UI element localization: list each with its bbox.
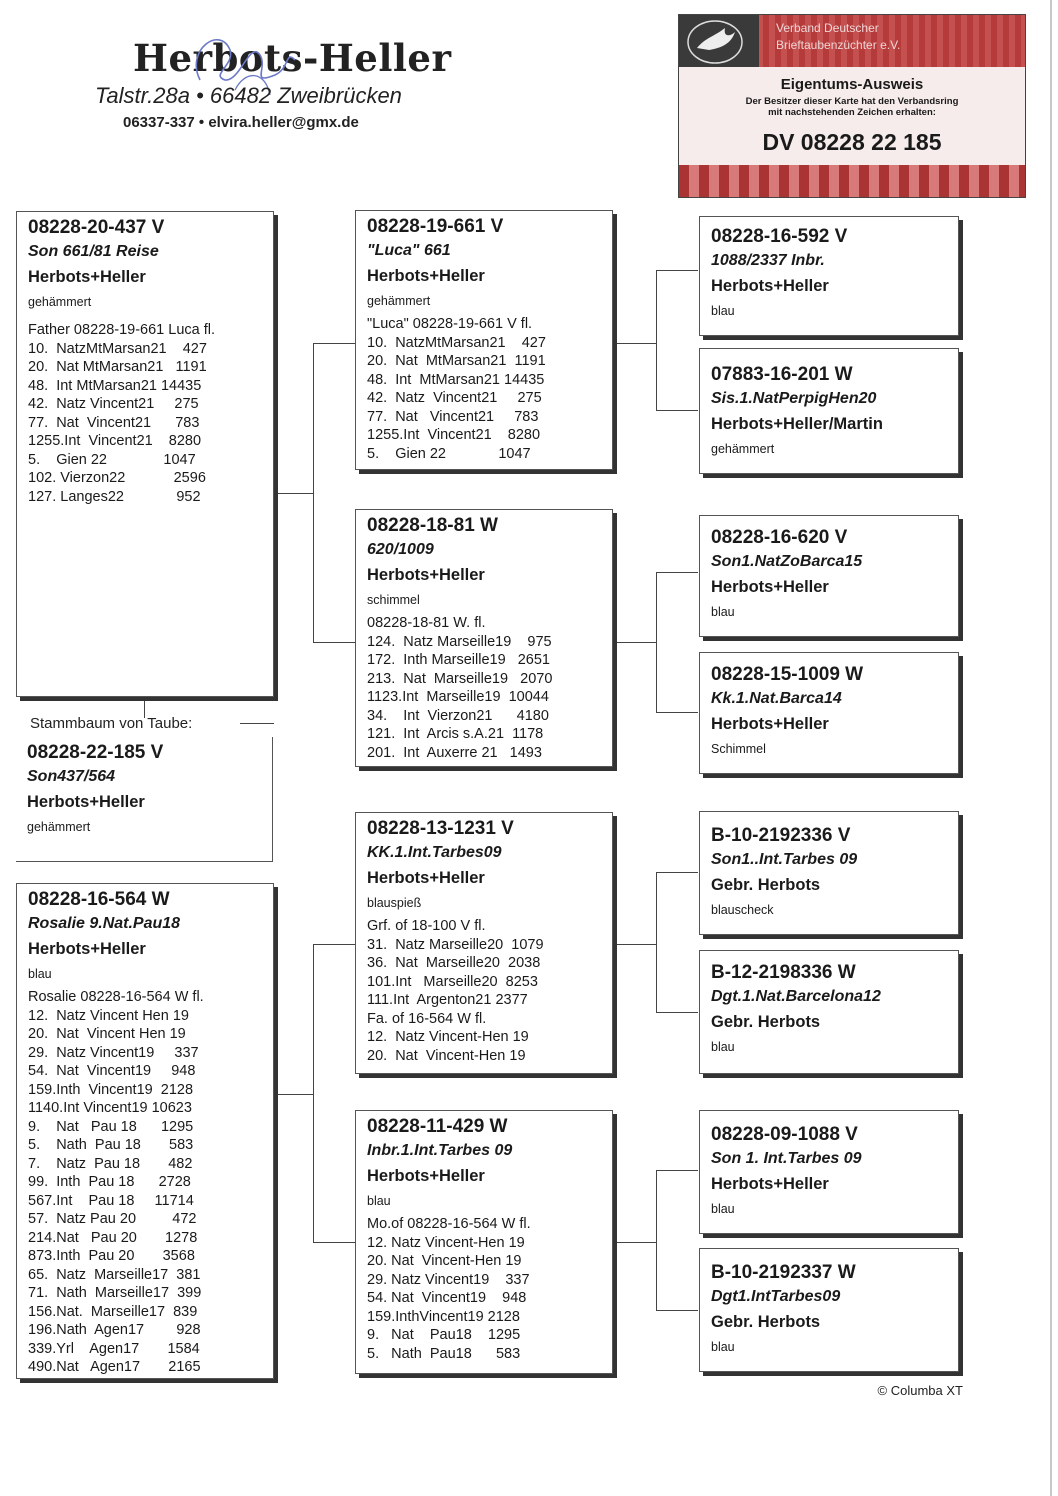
performance-line: 159.InthVincent19 2128 — [367, 1308, 520, 1325]
pigeon-title: KK.1.Int.Tarbes09 — [367, 844, 502, 861]
pigeon-title: Dgt1.IntTarbes09 — [711, 1288, 841, 1305]
connector — [273, 1094, 314, 1095]
performance-line: 36. Nat Marseille20 2038 — [367, 955, 541, 971]
card-organisation: Verband Deutscher Brieftaubenzüchter e.V. — [776, 21, 901, 52]
page-edge — [1050, 0, 1052, 1496]
pigeon-color: gehämmert — [28, 295, 92, 309]
performance-line: 5. Gien 22 1047 — [28, 451, 196, 468]
pedigree-mother-mother — [355, 1110, 613, 1374]
pigeon-color: Schimmel — [711, 742, 766, 756]
breeder: Herbots+Heller/Martin — [711, 415, 883, 433]
performance-line: 5. Nath Pau 18 583 — [28, 1137, 194, 1153]
pigeon-color: blau — [367, 1194, 391, 1208]
pedigree-ggp-3 — [699, 515, 959, 637]
connector — [656, 1170, 657, 1310]
connector — [656, 872, 657, 1012]
performance-line: 42. Natz Vincent21 275 — [28, 396, 199, 412]
breeder: Herbots+Heller — [711, 1175, 829, 1193]
connector — [612, 1242, 657, 1243]
breeder: Gebr. Herbots — [711, 1313, 821, 1331]
breeder-contact: 06337-337 • elvira.heller@gmx.de — [123, 114, 359, 131]
pigeon-title: Inbr.1.Int.Tarbes 09 — [367, 1142, 513, 1159]
performance-line: 54. Nat Vincent19 948 — [367, 1290, 527, 1306]
pigeon-title: Son 1. Int.Tarbes 09 — [711, 1150, 862, 1167]
performance-line: 9. Nat Pau 18 1295 — [28, 1118, 194, 1135]
pigeon-title: Son437/564 — [27, 768, 116, 785]
connector — [313, 944, 355, 945]
performance-line: 159.Inth Vincent19 2128 — [28, 1081, 194, 1098]
performance-line: 1123.Int Marseille19 10044 — [367, 689, 549, 705]
ring-number: 08228-15-1009 W — [711, 664, 864, 685]
breeder: Herbots+Heller — [28, 940, 146, 958]
performance-line: 201. Int Auxerre 21 1493 — [367, 744, 542, 761]
pigeon-color: blauscheck — [711, 903, 774, 917]
card-title: Eigentums-Ausweis — [780, 76, 924, 93]
ring-number: B-10-2192337 W — [711, 1262, 856, 1283]
pigeon-title: 620/1009 — [367, 541, 434, 558]
performance-line: Mo.of 08228-16-564 W fl. — [367, 1216, 531, 1232]
performance-line: Father 08228-19-661 Luca fl. — [28, 322, 216, 338]
ring-number: 08228-18-81 W — [367, 515, 498, 536]
performance-line: 10. NatzMtMarsan21 427 — [367, 334, 546, 351]
breeder: Herbots+Heller — [367, 869, 485, 887]
ring-number: 08228-22-185 V — [27, 742, 164, 763]
pigeon-color: gehämmert — [711, 442, 775, 456]
performance-line: 48. Int MtMarsan21 14435 — [28, 377, 202, 394]
breeder: Gebr. Herbots — [711, 1013, 821, 1031]
pigeon-color: blau — [711, 1340, 735, 1354]
performance-line: 31. Natz Marseille20 1079 — [367, 936, 544, 953]
connector — [656, 1170, 698, 1171]
pigeon-title: 1088/2337 Inbr. — [711, 252, 825, 269]
breeder: Herbots+Heller — [367, 267, 485, 285]
performance-line: Grf. of 18-100 V fl. — [367, 918, 486, 934]
performance-line: 10. NatzMtMarsan21 427 — [28, 340, 207, 357]
performance-line: 29. Natz Vincent19 337 — [367, 1271, 530, 1288]
pigeon-title: "Luca" 661 — [367, 242, 451, 259]
pigeon-color: blau — [711, 605, 735, 619]
breeder: Herbots+Heller — [711, 277, 829, 295]
connector — [313, 944, 314, 1242]
performance-line: 20. Nat Vincent-Hen 19 — [367, 1047, 526, 1064]
pedigree-subject — [16, 737, 273, 862]
connector — [656, 1012, 698, 1013]
pedigree-father-father — [355, 210, 613, 470]
pigeon-title: Dgt.1.Nat.Barcelona12 — [711, 988, 881, 1005]
connector — [656, 410, 698, 411]
connector — [612, 343, 657, 344]
pedigree-ggp-2 — [699, 348, 959, 474]
performance-line: 20. Nat Vincent-Hen 19 — [367, 1253, 522, 1269]
performance-line: 102. Vierzon22 2596 — [28, 470, 206, 486]
card-footer-band — [679, 165, 1025, 197]
connector — [612, 944, 657, 945]
performance-line: 12. Natz Vincent Hen 19 — [28, 1007, 189, 1024]
pigeon-color: gehämmert — [367, 294, 431, 308]
connector — [656, 270, 657, 410]
breeder: Herbots+Heller — [27, 793, 145, 811]
performance-line: 48. Int MtMarsan21 14435 — [367, 371, 545, 388]
performance-line: 121. Int Arcis s.A.21 1178 — [367, 726, 544, 742]
performance-line: 34. Int Vierzon21 4180 — [367, 707, 549, 724]
breeder-address: Talstr.28a • 66482 Zweibrücken — [95, 83, 402, 108]
pigeon-color: blau — [711, 304, 735, 318]
pigeon-title: Son1..Int.Tarbes 09 — [711, 851, 858, 868]
breeder: Gebr. Herbots — [711, 876, 821, 894]
performance-line: 339.Yrl Agen17 1584 — [28, 1340, 200, 1357]
pigeon-color: gehämmert — [27, 820, 91, 834]
ring-number: B-10-2192336 V — [711, 825, 851, 846]
performance-line: 124. Natz Marseille19 975 — [367, 633, 552, 650]
ring-number: 08228-11-429 W — [367, 1116, 508, 1137]
connector — [273, 493, 314, 494]
connector — [313, 343, 314, 642]
performance-line: 77. Nat Vincent21 783 — [28, 414, 200, 431]
performance-line: 12. Natz Vincent-Hen 19 — [367, 1029, 529, 1045]
performance-line: 54. Nat Vincent19 948 — [28, 1063, 196, 1079]
performance-line: 156.Nat. Marseille17 839 — [28, 1303, 198, 1320]
pedigree-father-mother — [355, 509, 613, 767]
pedigree-ggp-5 — [699, 811, 959, 935]
ring-number: 08228-16-564 W — [28, 889, 170, 910]
ring-number: 08228-09-1088 V — [711, 1124, 858, 1145]
pedigree-father — [16, 211, 274, 697]
performance-line: 214.Nat Pau 20 1278 — [28, 1229, 198, 1246]
pedigree-mother — [16, 883, 274, 1379]
ring-number: 08228-19-661 V — [367, 216, 504, 237]
performance-line: 490.Nat Agen17 2165 — [28, 1359, 201, 1375]
ring-number: B-12-2198336 W — [711, 962, 856, 983]
performance-line: 111.Int Argenton21 2377 — [367, 992, 528, 1008]
connector — [313, 343, 355, 344]
pedigree-mother-father — [355, 812, 613, 1074]
ownership-card — [678, 14, 1026, 198]
pigeon-title: Kk.1.Nat.Barca14 — [711, 690, 842, 707]
breeder: Herbots+Heller — [367, 1167, 485, 1185]
pigeon-color: blau — [28, 967, 52, 981]
performance-line: 29. Natz Vincent19 337 — [28, 1044, 199, 1061]
performance-line: 77. Nat Vincent21 783 — [367, 408, 539, 425]
ring-number: 08228-13-1231 V — [367, 818, 514, 839]
ring-number: 08228-16-620 V — [711, 527, 848, 548]
breeder: Herbots+Heller — [367, 566, 485, 584]
ring-number: 08228-20-437 V — [28, 217, 165, 238]
connector — [656, 572, 657, 712]
performance-line: 567.Int Pau 18 11714 — [28, 1192, 194, 1209]
pigeon-color: schimmel — [367, 593, 420, 607]
breeder: Herbots+Heller — [711, 578, 829, 596]
performance-line: Fa. of 16-564 W fl. — [367, 1010, 487, 1027]
performance-line: Rosalie 08228-16-564 W fl. — [28, 989, 204, 1005]
connector — [656, 712, 698, 713]
performance-line: 12. Natz Vincent-Hen 19 — [367, 1234, 525, 1251]
pedigree-ggp-7 — [699, 1110, 959, 1234]
connector — [656, 270, 698, 271]
breeder: Herbots+Heller — [711, 715, 829, 733]
pedigree-ggp-8 — [699, 1248, 959, 1372]
pigeon-title: Son 661/81 Reise — [28, 243, 159, 260]
pigeon-logo-icon — [685, 18, 745, 66]
connector — [656, 572, 698, 573]
card-text: Der Besitzer dieser Karte hat den Verbandsring mit nachstehenden Zeichen erhalten: — [745, 96, 959, 118]
performance-line: 20. Nat MtMarsan21 1191 — [367, 353, 546, 369]
performance-line: 5. Gien 22 1047 — [367, 445, 531, 462]
pedigree-ggp-6 — [699, 950, 959, 1074]
performance-line: 42. Natz Vincent21 275 — [367, 390, 542, 406]
breeder-name: Herbots-Heller — [133, 36, 452, 80]
pigeon-color: blau — [711, 1040, 735, 1054]
performance-line: 172. Inth Marseille19 2651 — [367, 652, 550, 668]
pigeon-color: blauspieß — [367, 896, 422, 910]
performance-line: 9. Nat Pau18 1295 — [367, 1327, 521, 1343]
pigeon-title: Rosalie 9.Nat.Pau18 — [28, 915, 181, 932]
connector — [656, 872, 698, 873]
pedigree-ggp-1 — [699, 216, 959, 336]
performance-line: 1140.Int Vincent19 10623 — [28, 1100, 192, 1116]
pigeon-color: blau — [711, 1202, 735, 1216]
pigeon-title: Son1.NatZoBarca15 — [711, 553, 863, 570]
ring-number: 07883-16-201 W — [711, 364, 853, 385]
performance-line: 7. Natz Pau 18 482 — [28, 1155, 193, 1172]
performance-line: 101.Int Marseille20 8253 — [367, 973, 538, 990]
performance-line: 1255.Int Vincent21 8280 — [367, 427, 541, 443]
breeder: Herbots+Heller — [28, 268, 146, 286]
stammbaum-label: Stammbaum von Taube: — [30, 715, 193, 732]
card-ring-number: DV 08228 22 185 — [762, 129, 942, 155]
connector — [656, 1310, 698, 1311]
pigeon-title: Sis.1.NatPerpigHen20 — [711, 390, 877, 407]
performance-line: 71. Nath Marseille17 399 — [28, 1285, 202, 1301]
connector — [313, 642, 355, 643]
performance-line: 65. Natz Marseille17 381 — [28, 1266, 201, 1283]
performance-line: 873.Inth Pau 20 3568 — [28, 1248, 195, 1264]
software-credit: © Columba XT — [877, 1383, 963, 1398]
connector — [240, 723, 274, 724]
performance-line: 20. Nat MtMarsan21 1191 — [28, 359, 207, 375]
performance-line: 57. Natz Pau 20 472 — [28, 1211, 197, 1227]
performance-line: 213. Nat Marseille19 2070 — [367, 670, 553, 687]
performance-line: 127. Langes22 952 — [28, 488, 201, 505]
performance-line: 08228-18-81 W. fl. — [367, 615, 486, 631]
performance-line: 1255.Int Vincent21 8280 — [28, 433, 202, 449]
pedigree-ggp-4 — [699, 652, 959, 774]
performance-line: "Luca" 08228-19-661 V fl. — [367, 316, 533, 332]
performance-line: 20. Nat Vincent Hen 19 — [28, 1026, 186, 1042]
connector — [313, 1242, 355, 1243]
ring-number: 08228-16-592 V — [711, 226, 848, 247]
performance-line: 196.Nath Agen17 928 — [28, 1322, 201, 1338]
connector — [612, 642, 657, 643]
performance-line: 99. Inth Pau 18 2728 — [28, 1174, 191, 1190]
performance-line: 5. Nath Pau18 583 — [367, 1345, 521, 1362]
